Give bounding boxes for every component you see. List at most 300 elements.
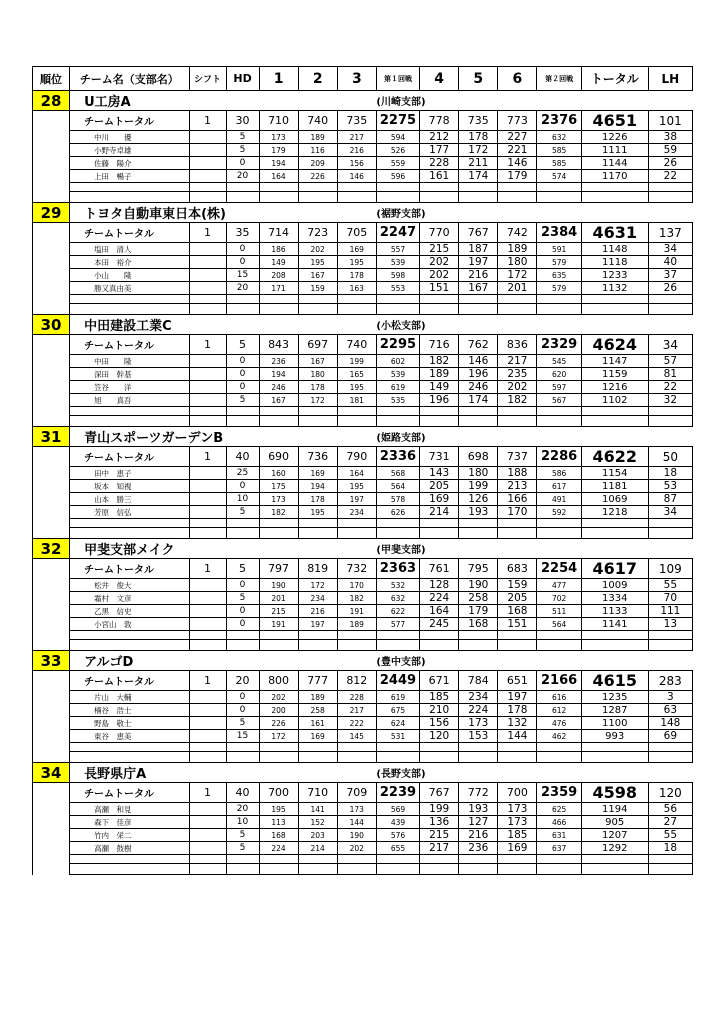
header-game-4: 4 <box>420 67 459 91</box>
player-lh-cell: 70 <box>648 592 692 605</box>
player-g4-cell: 228 <box>420 157 459 170</box>
team-total-label: チームトータル <box>70 447 189 467</box>
total-g5-cell: 772 <box>459 783 498 803</box>
blank-cell <box>420 183 459 192</box>
blank-cell <box>298 743 337 752</box>
total-lh-cell: 109 <box>648 559 692 579</box>
player-g4-cell: 120 <box>420 730 459 743</box>
player-total-cell: 993 <box>581 730 648 743</box>
rank-badge: 30 <box>33 315 70 335</box>
branch-name: (川崎支部) <box>376 91 497 111</box>
rank-cell <box>33 506 70 519</box>
player-g2-cell: 195 <box>298 506 337 519</box>
player-r2-cell: 702 <box>537 592 581 605</box>
blank-cell <box>537 864 581 875</box>
player-g6-cell: 189 <box>498 243 537 256</box>
player-lh-cell: 18 <box>648 842 692 855</box>
player-total-cell: 1111 <box>581 144 648 157</box>
player-r2-cell: 585 <box>537 144 581 157</box>
branch-name: (豊中支部) <box>376 651 497 671</box>
blank-cell <box>498 752 537 763</box>
player-g1-cell: 186 <box>259 243 298 256</box>
player-g5-cell: 246 <box>459 381 498 394</box>
player-r1-cell: 576 <box>376 829 419 842</box>
total-r1-cell: 2449 <box>376 671 419 691</box>
player-total-cell: 1181 <box>581 480 648 493</box>
blank-cell <box>420 304 459 315</box>
player-g2-cell: 172 <box>298 394 337 407</box>
total-g4-cell: 731 <box>420 447 459 467</box>
rank-cell <box>33 269 70 282</box>
branch-name: (小松支部) <box>376 315 497 335</box>
player-g6-cell: 146 <box>498 157 537 170</box>
total-g2-cell: 723 <box>298 223 337 243</box>
blank-cell <box>226 855 259 864</box>
blank-cell <box>648 519 692 528</box>
shift-cell <box>189 579 226 592</box>
player-r1-cell: 626 <box>376 506 419 519</box>
blank-cell <box>70 304 189 315</box>
player-g1-cell: 182 <box>259 506 298 519</box>
hd-cell: 5 <box>226 592 259 605</box>
player-g6-cell: 205 <box>498 592 537 605</box>
player-g4-cell: 128 <box>420 579 459 592</box>
blank-cell <box>70 407 189 416</box>
hd-cell: 40 <box>226 447 259 467</box>
total-g1-cell: 710 <box>259 111 298 131</box>
team-total-row <box>33 111 693 131</box>
player-g1-cell: 149 <box>259 256 298 269</box>
player-g6-cell: 179 <box>498 170 537 183</box>
player-g5-cell: 216 <box>459 269 498 282</box>
blank-cell <box>376 519 419 528</box>
player-g2-cell: 141 <box>298 803 337 816</box>
total-g6-cell: 742 <box>498 223 537 243</box>
team-name: アルゴD <box>70 651 377 671</box>
blank-cell <box>70 631 189 640</box>
branch-name: (甲斐支部) <box>376 539 497 559</box>
hd-cell: 40 <box>226 783 259 803</box>
rank-cell <box>33 381 70 394</box>
player-g2-cell: 178 <box>298 381 337 394</box>
total-g4-cell: 778 <box>420 111 459 131</box>
player-name: 上田 暢子 <box>70 170 189 183</box>
player-r1-cell: 577 <box>376 618 419 631</box>
header-hd: HD <box>226 67 259 91</box>
player-g5-cell: 236 <box>459 842 498 855</box>
player-g1-cell: 202 <box>259 691 298 704</box>
blank-cell <box>537 528 581 539</box>
player-r1-cell: 539 <box>376 368 419 381</box>
player-g6-cell: 197 <box>498 691 537 704</box>
player-g2-cell: 172 <box>298 579 337 592</box>
player-g3-cell: 165 <box>337 368 376 381</box>
blank-cell <box>189 407 226 416</box>
player-g4-cell: 215 <box>420 829 459 842</box>
player-r1-cell: 564 <box>376 480 419 493</box>
player-lh-cell: 22 <box>648 170 692 183</box>
blank-cell <box>459 192 498 203</box>
player-g1-cell: 246 <box>259 381 298 394</box>
hd-cell: 5 <box>226 717 259 730</box>
blank-cell <box>581 416 648 427</box>
blank-cell <box>459 864 498 875</box>
player-g4-cell: 215 <box>420 243 459 256</box>
player-name: 深田 幹基 <box>70 368 189 381</box>
shift-cell <box>189 381 226 394</box>
player-lh-cell: 53 <box>648 480 692 493</box>
player-g5-cell: 172 <box>459 144 498 157</box>
player-g1-cell: 194 <box>259 157 298 170</box>
blank-cell <box>189 855 226 864</box>
player-name: 山本 勝三 <box>70 493 189 506</box>
player-total-cell: 1148 <box>581 243 648 256</box>
player-g3-cell: 189 <box>337 618 376 631</box>
total-r1-cell: 2336 <box>376 447 419 467</box>
player-row <box>33 691 693 704</box>
rank-cell <box>33 855 70 864</box>
team-total-row <box>33 671 693 691</box>
player-g5-cell: 178 <box>459 131 498 144</box>
header-rank: 順位 <box>33 67 70 91</box>
blank-cell <box>459 407 498 416</box>
rank-cell <box>33 256 70 269</box>
blank-cell <box>337 855 376 864</box>
player-row <box>33 131 693 144</box>
blank-cell <box>337 416 376 427</box>
blank-cell <box>498 183 537 192</box>
blank-cell <box>376 528 419 539</box>
total-lh-cell: 137 <box>648 223 692 243</box>
total-g5-cell: 784 <box>459 671 498 691</box>
blank-cell <box>189 528 226 539</box>
blank-cell <box>537 855 581 864</box>
blank-cell <box>420 407 459 416</box>
player-g3-cell: 195 <box>337 256 376 269</box>
player-row <box>33 243 693 256</box>
player-row <box>33 480 693 493</box>
rank-cell <box>33 407 70 416</box>
blank-cell <box>226 640 259 651</box>
blank-cell <box>581 743 648 752</box>
player-g3-cell: 146 <box>337 170 376 183</box>
blank-cell <box>537 416 581 427</box>
player-row <box>33 144 693 157</box>
rank-cell <box>33 368 70 381</box>
team-name: 中田建設工業C <box>70 315 377 335</box>
player-g4-cell: 169 <box>420 493 459 506</box>
player-total-cell: 1069 <box>581 493 648 506</box>
player-g4-cell: 185 <box>420 691 459 704</box>
total-g3-cell: 709 <box>337 783 376 803</box>
total-total-cell: 4651 <box>581 111 648 131</box>
shift-cell: 1 <box>189 783 226 803</box>
player-g6-cell: 151 <box>498 618 537 631</box>
player-g4-cell: 202 <box>420 269 459 282</box>
player-r2-cell: 617 <box>537 480 581 493</box>
blank-cell <box>337 864 376 875</box>
total-g3-cell: 740 <box>337 335 376 355</box>
player-g3-cell: 156 <box>337 157 376 170</box>
player-g1-cell: 179 <box>259 144 298 157</box>
player-g1-cell: 164 <box>259 170 298 183</box>
player-g6-cell: 168 <box>498 605 537 618</box>
player-lh-cell: 3 <box>648 691 692 704</box>
player-r1-cell: 531 <box>376 730 419 743</box>
player-g1-cell: 191 <box>259 618 298 631</box>
player-row <box>33 803 693 816</box>
blank-cell <box>376 304 419 315</box>
blank-cell <box>189 304 226 315</box>
rank-cell <box>33 304 70 315</box>
player-r2-cell: 466 <box>537 816 581 829</box>
player-name: 旭 真吾 <box>70 394 189 407</box>
rank-cell <box>33 519 70 528</box>
hd-cell: 20 <box>226 282 259 295</box>
blank-row <box>33 295 693 304</box>
blank-cell <box>648 407 692 416</box>
shift-cell <box>189 717 226 730</box>
rank-cell <box>33 467 70 480</box>
blank-cell <box>581 855 648 864</box>
blank-cell <box>70 528 189 539</box>
player-g2-cell: 167 <box>298 355 337 368</box>
header-blank <box>498 315 693 335</box>
player-g2-cell: 180 <box>298 368 337 381</box>
player-g4-cell: 156 <box>420 717 459 730</box>
team-total-row <box>33 447 693 467</box>
blank-cell <box>70 519 189 528</box>
total-g4-cell: 767 <box>420 783 459 803</box>
rank-cell <box>33 111 70 131</box>
player-g5-cell: 224 <box>459 704 498 717</box>
rank-cell <box>33 295 70 304</box>
blank-cell <box>498 528 537 539</box>
blank-cell <box>70 295 189 304</box>
player-lh-cell: 55 <box>648 829 692 842</box>
hd-cell: 15 <box>226 730 259 743</box>
player-g1-cell: 171 <box>259 282 298 295</box>
player-g6-cell: 227 <box>498 131 537 144</box>
shift-cell <box>189 368 226 381</box>
total-g2-cell: 777 <box>298 671 337 691</box>
player-g2-cell: 169 <box>298 730 337 743</box>
header-round-1: 第１回戦 <box>376 67 419 91</box>
player-r2-cell: 631 <box>537 829 581 842</box>
blank-cell <box>259 864 298 875</box>
blank-cell <box>420 416 459 427</box>
blank-cell <box>648 864 692 875</box>
player-g4-cell: 217 <box>420 842 459 855</box>
player-total-cell: 1144 <box>581 157 648 170</box>
player-row <box>33 269 693 282</box>
blank-cell <box>337 528 376 539</box>
blank-cell <box>648 752 692 763</box>
player-r2-cell: 511 <box>537 605 581 618</box>
total-g5-cell: 735 <box>459 111 498 131</box>
player-g2-cell: 159 <box>298 282 337 295</box>
team-header-row <box>33 539 693 559</box>
blank-cell <box>420 743 459 752</box>
player-g5-cell: 127 <box>459 816 498 829</box>
total-g6-cell: 737 <box>498 447 537 467</box>
team-name: 青山スポーツガーデンB <box>70 427 377 447</box>
player-g6-cell: 182 <box>498 394 537 407</box>
team-header-row <box>33 315 693 335</box>
player-r2-cell: 585 <box>537 157 581 170</box>
player-name: 野島 敬士 <box>70 717 189 730</box>
header-game-1: 1 <box>259 67 298 91</box>
player-r1-cell: 535 <box>376 394 419 407</box>
shift-cell: 1 <box>189 559 226 579</box>
shift-cell <box>189 144 226 157</box>
player-r2-cell: 564 <box>537 618 581 631</box>
player-lh-cell: 40 <box>648 256 692 269</box>
shift-cell <box>189 842 226 855</box>
team-total-row <box>33 783 693 803</box>
player-row <box>33 355 693 368</box>
player-g3-cell: 182 <box>337 592 376 605</box>
player-g2-cell: 234 <box>298 592 337 605</box>
total-g6-cell: 683 <box>498 559 537 579</box>
total-r1-cell: 2247 <box>376 223 419 243</box>
player-r2-cell: 567 <box>537 394 581 407</box>
blank-cell <box>226 192 259 203</box>
player-g6-cell: 169 <box>498 842 537 855</box>
shift-cell <box>189 803 226 816</box>
player-r1-cell: 619 <box>376 691 419 704</box>
player-g1-cell: 195 <box>259 803 298 816</box>
player-g4-cell: 196 <box>420 394 459 407</box>
blank-cell <box>70 416 189 427</box>
player-g5-cell: 167 <box>459 282 498 295</box>
shift-cell <box>189 131 226 144</box>
player-total-cell: 1133 <box>581 605 648 618</box>
player-g5-cell: 190 <box>459 579 498 592</box>
blank-cell <box>537 640 581 651</box>
player-g3-cell: 216 <box>337 144 376 157</box>
header-blank <box>498 427 693 447</box>
blank-cell <box>189 192 226 203</box>
branch-name: (姫路支部) <box>376 427 497 447</box>
player-row <box>33 829 693 842</box>
hd-cell: 5 <box>226 394 259 407</box>
player-total-cell: 1216 <box>581 381 648 394</box>
team-header-row <box>33 427 693 447</box>
player-g2-cell: 116 <box>298 144 337 157</box>
team-total-row <box>33 223 693 243</box>
hd-cell: 5 <box>226 335 259 355</box>
player-g5-cell: 153 <box>459 730 498 743</box>
player-row <box>33 394 693 407</box>
blank-cell <box>298 528 337 539</box>
header-game-6: 6 <box>498 67 537 91</box>
player-r1-cell: 526 <box>376 144 419 157</box>
shift-cell <box>189 730 226 743</box>
total-g5-cell: 767 <box>459 223 498 243</box>
player-lh-cell: 55 <box>648 579 692 592</box>
blank-cell <box>420 752 459 763</box>
player-total-cell: 1292 <box>581 842 648 855</box>
total-g1-cell: 714 <box>259 223 298 243</box>
player-r2-cell: 586 <box>537 467 581 480</box>
blank-cell <box>337 192 376 203</box>
player-total-cell: 1226 <box>581 131 648 144</box>
blank-cell <box>581 519 648 528</box>
player-total-cell: 1334 <box>581 592 648 605</box>
blank-cell <box>259 519 298 528</box>
player-r1-cell: 559 <box>376 157 419 170</box>
player-r1-cell: 619 <box>376 381 419 394</box>
player-total-cell: 1194 <box>581 803 648 816</box>
blank-cell <box>420 631 459 640</box>
rank-cell <box>33 528 70 539</box>
blank-cell <box>70 192 189 203</box>
header-row <box>33 67 693 91</box>
player-g3-cell: 191 <box>337 605 376 618</box>
rank-cell <box>33 447 70 467</box>
team-name: U工房A <box>70 91 377 111</box>
rank-cell <box>33 640 70 651</box>
player-r2-cell: 591 <box>537 243 581 256</box>
hd-cell: 0 <box>226 368 259 381</box>
blank-row <box>33 743 693 752</box>
player-g4-cell: 199 <box>420 803 459 816</box>
player-g4-cell: 212 <box>420 131 459 144</box>
player-g1-cell: 172 <box>259 730 298 743</box>
rank-badge: 32 <box>33 539 70 559</box>
hd-cell: 0 <box>226 381 259 394</box>
player-name: 小宮山 敦 <box>70 618 189 631</box>
blank-cell <box>337 752 376 763</box>
rank-cell <box>33 691 70 704</box>
rank-cell <box>33 842 70 855</box>
player-g2-cell: 203 <box>298 829 337 842</box>
blank-cell <box>537 631 581 640</box>
rank-cell <box>33 631 70 640</box>
blank-cell <box>376 640 419 651</box>
total-g4-cell: 716 <box>420 335 459 355</box>
blank-cell <box>498 640 537 651</box>
player-g5-cell: 193 <box>459 506 498 519</box>
rank-cell <box>33 816 70 829</box>
player-row <box>33 467 693 480</box>
shift-cell <box>189 480 226 493</box>
total-g1-cell: 700 <box>259 783 298 803</box>
rank-cell <box>33 493 70 506</box>
blank-cell <box>259 855 298 864</box>
player-g6-cell: 144 <box>498 730 537 743</box>
blank-cell <box>376 416 419 427</box>
player-row <box>33 282 693 295</box>
player-total-cell: 1118 <box>581 256 648 269</box>
player-g5-cell: 193 <box>459 803 498 816</box>
total-r2-cell: 2254 <box>537 559 581 579</box>
player-row <box>33 493 693 506</box>
total-r1-cell: 2295 <box>376 335 419 355</box>
shift-cell <box>189 170 226 183</box>
player-g4-cell: 205 <box>420 480 459 493</box>
blank-cell <box>420 192 459 203</box>
header-blank <box>498 651 693 671</box>
blank-cell <box>420 855 459 864</box>
team-total-label: チームトータル <box>70 671 189 691</box>
rank-cell <box>33 144 70 157</box>
blank-cell <box>498 416 537 427</box>
blank-cell <box>648 304 692 315</box>
blank-cell <box>189 295 226 304</box>
blank-cell <box>298 855 337 864</box>
